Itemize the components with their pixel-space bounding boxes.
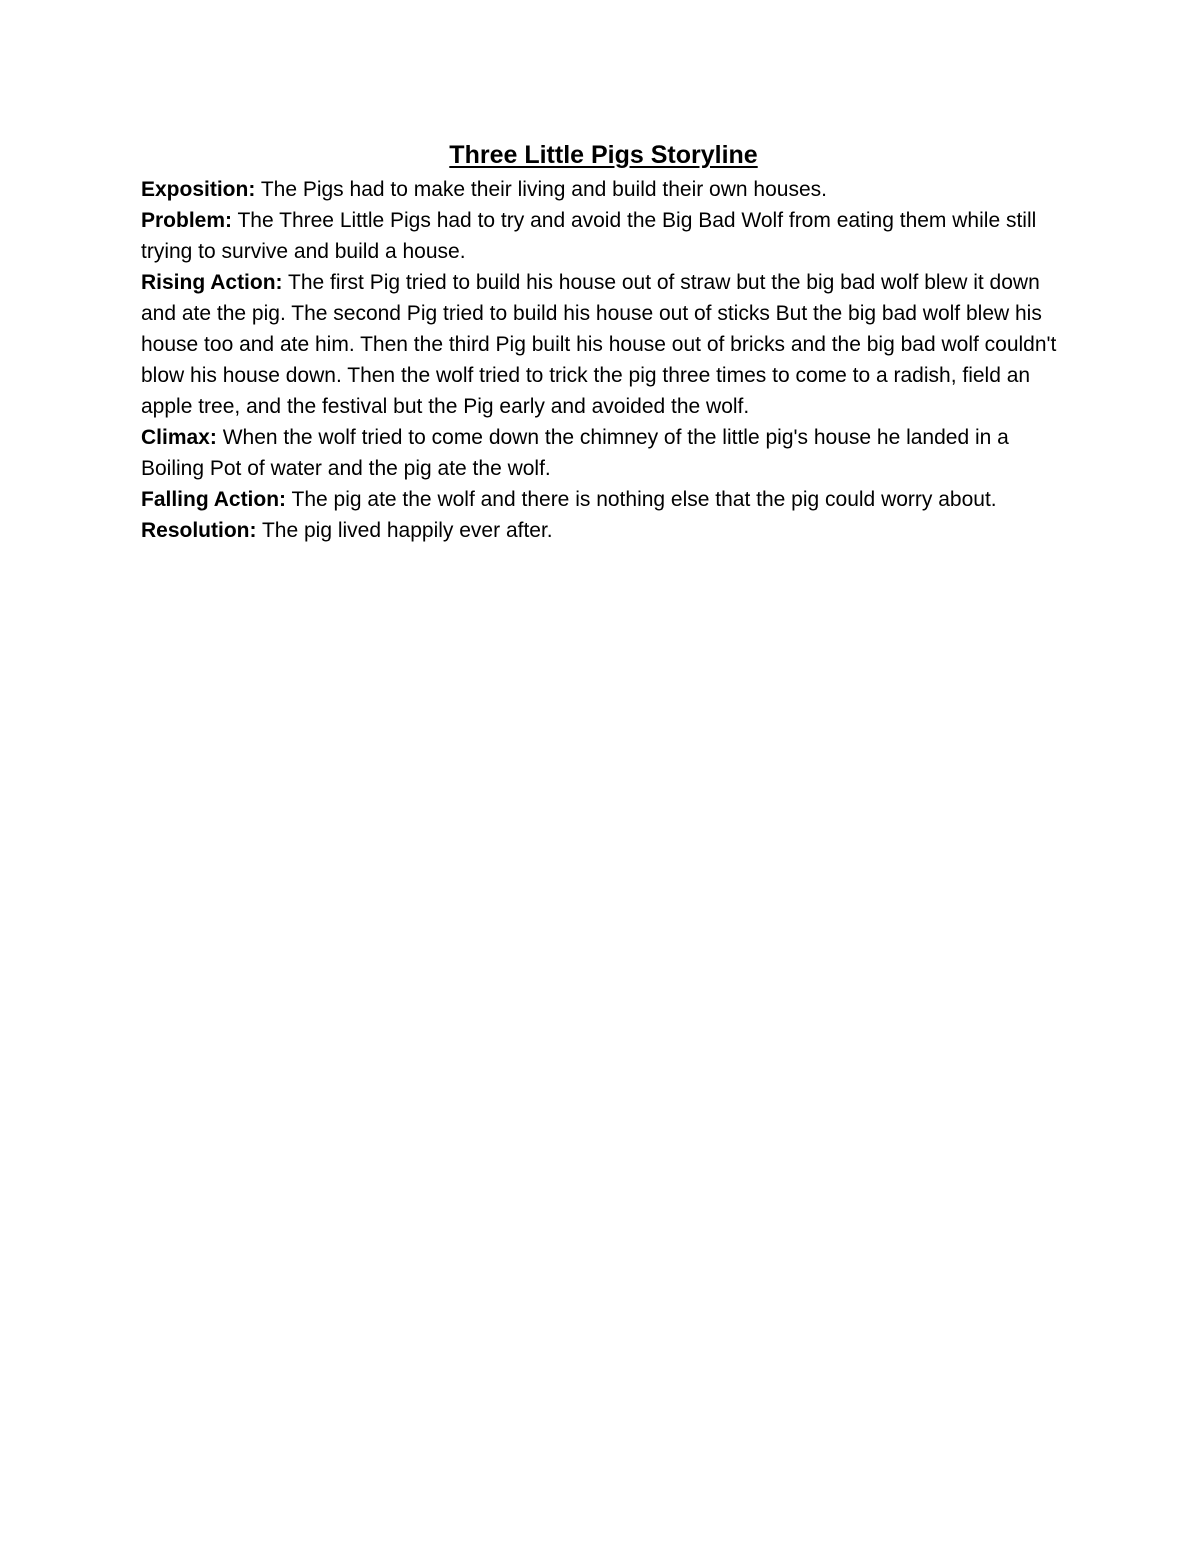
section-exposition <box>141 174 1066 205</box>
section-label: Exposition: <box>141 178 256 201</box>
section-label: Rising Action: <box>141 271 283 294</box>
section-text: The first Pig tried to build his house out of straw but the big bad wolf blew it down and ate the pig. The second Pig tried to build his house out of sticks But the big bad wolf blew his house too and ate him. Then the third Pig built his house out of bricks and the big bad wolf couldn't blow his house down. Then the wolf tried to trick the pig three times to come to a radish, field an apple tree, and the festival but the Pig early and avoided the wolf. <box>141 271 1057 418</box>
section-climax <box>141 422 1066 484</box>
section-falling-action <box>141 484 1066 515</box>
document-content <box>141 138 1066 546</box>
section-problem <box>141 205 1066 267</box>
document-title: Three Little Pigs Storyline <box>449 141 758 169</box>
section-text: When the wolf tried to come down the chimney of the little pig's house he landed in a Boiling Pot of water and the pig ate the wolf. <box>141 426 1009 480</box>
section-rising-action <box>141 267 1066 422</box>
section-label: Falling Action: <box>141 488 287 511</box>
section-text: The Pigs had to make their living and build their own houses. <box>260 178 827 201</box>
section-label: Resolution: <box>141 519 257 542</box>
section-resolution <box>141 515 1066 546</box>
section-label: Climax: <box>141 426 217 449</box>
section-label: Problem: <box>141 209 233 232</box>
section-text: The pig ate the wolf and there is nothing else that the pig could worry about. <box>291 488 997 511</box>
section-text: The Three Little Pigs had to try and avoid the Big Bad Wolf from eating them while still trying to survive and build a house. <box>141 209 1037 263</box>
section-text: The pig lived happily ever after. <box>261 519 553 542</box>
